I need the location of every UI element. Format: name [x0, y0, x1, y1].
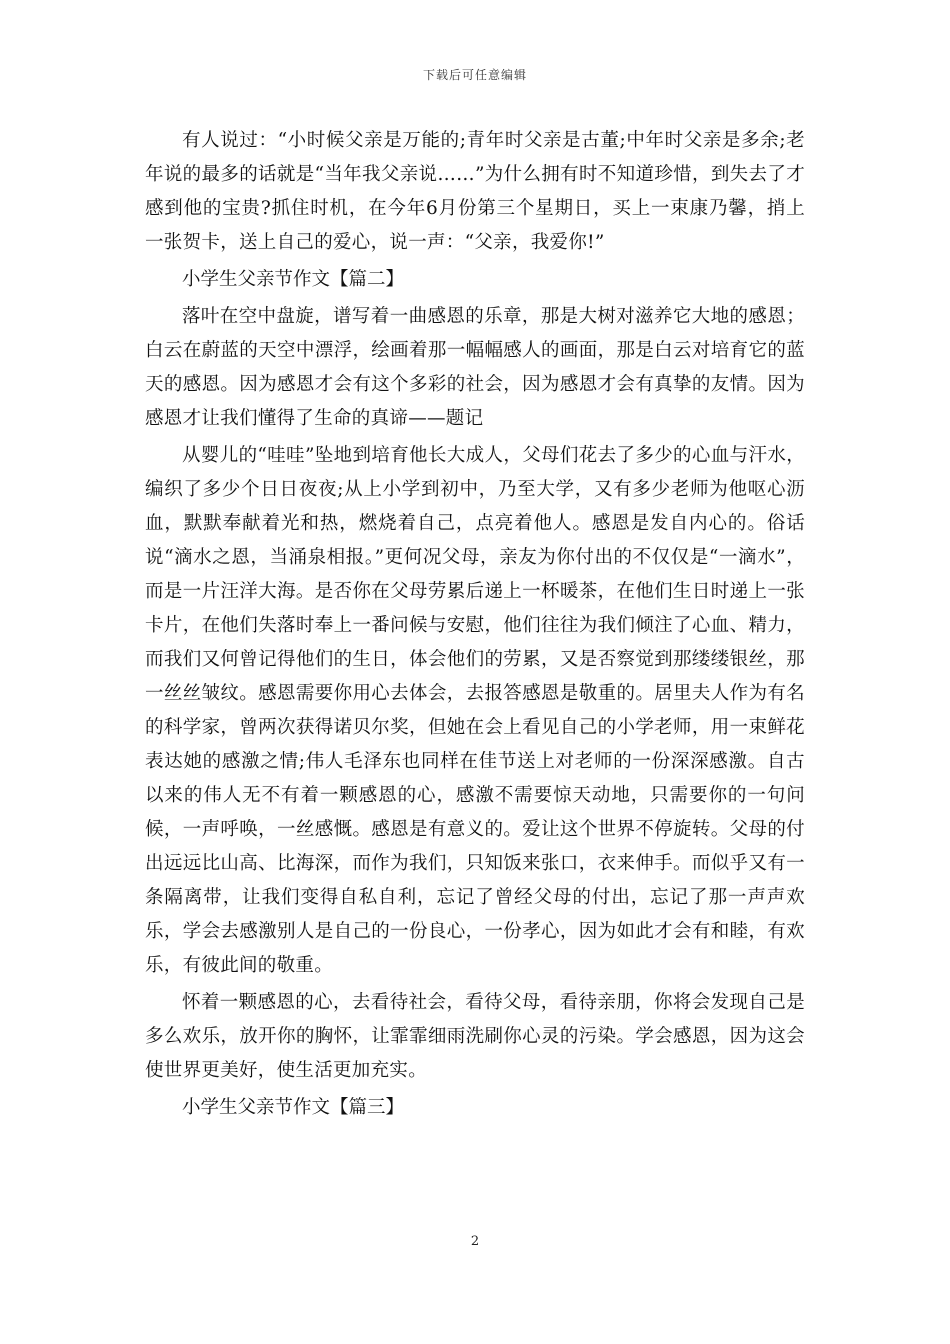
paragraph-gratitude-main: 从婴儿的“哇哇”坠地到培育他长大成人，父母们花去了多少的心血与汗水，编织了多少个日日夜夜;从上小学到初中，乃至大学，又有多少老师为他呕心沥血，默默奉献着光和热，燃烧着自己，点亮着他人。感恩是发自内心的。俗话说“滴水之恩，当涌泉相报。”更何况父母，亲友为你付出的不仅仅是“一滴水”，而是一片汪洋大海。是否你在父母劳累后递上一杯暖茶，在他们生日时递上一张卡片，在他们失落时奉上一番问候与安慰，他们往往为我们倾注了心血、精力，而我们又何曾记得他们的生日，体会他们的劳累，又是否察觉到那缕缕银丝，那一丝丝皱纹。感恩需要你用心去体会，去报答感恩是敬重的。居里夫人作为有名的科学家，曾两次获得诺贝尔奖，但她在会上看见自己的小学老师，用一束鲜花表达她的感激之情;伟人毛泽东也同样在佳节送上对老师的一份深深感激。自古以来的伟人无不有着一颗感恩的心，感激不需要惊天动地，只需要你的一句问候，一声呼唤，一丝感慨。感恩是有意义的。爱让这个世界不停旋转。父母的付出远远比山高、比海深，而作为我们，只知饭来张口，衣来伸手。而似乎又有一条隔离带，让我们变得自私自利，忘记了曾经父母的付出，忘记了那一声声欢乐，学会去感激别人是自己的一份良心，一份孝心，因为如此才会有和睦，有欢乐，有彼此间的敬重。 [145, 445, 805, 976]
document-body [145, 124, 805, 1125]
paragraph-conclusion: 怀着一颗感恩的心，去看待社会，看待父母，看待亲朋，你将会发现自己是多么欢乐，放开你的胸怀，让霏霏细雨洗刷你心灵的污染。学会感恩，因为这会使世界更美好，使生活更加充实。 [145, 992, 805, 1081]
page-header: 下载后可任意编辑 [422, 68, 527, 82]
paragraph-intro-quote: 有人说过：“小时候父亲是万能的;青年时父亲是古董;中年时父亲是多余;老年说的最多的话就是“当年我父亲说……”为什么拥有时不知道珍惜，到失去了才感到他的宝贵?抓住时机，在今年6月份第三个星期日，买上一束康乃馨，捎上一张贺卡，送上自己的爱心，说一声：“父亲，我爱你!” [145, 130, 805, 253]
page-number: 2 [470, 1234, 480, 1249]
paragraph-epigraph: 落叶在空中盘旋，谱写着一曲感恩的乐章，那是大树对滋养它大地的感恩；白云在蔚蓝的天空中漂浮，绘画着那一幅幅感人的画面，那是白云对培育它的蓝天的感恩。因为感恩才会有这个多彩的社会，因为感恩才会有真挚的友情。因为感恩才让我们懂得了生命的真谛——题记 [145, 306, 805, 429]
section-heading-part-three: 小学生父亲节作文【篇三】 [182, 1097, 405, 1118]
section-heading-part-two: 小学生父亲节作文【篇二】 [182, 269, 405, 290]
